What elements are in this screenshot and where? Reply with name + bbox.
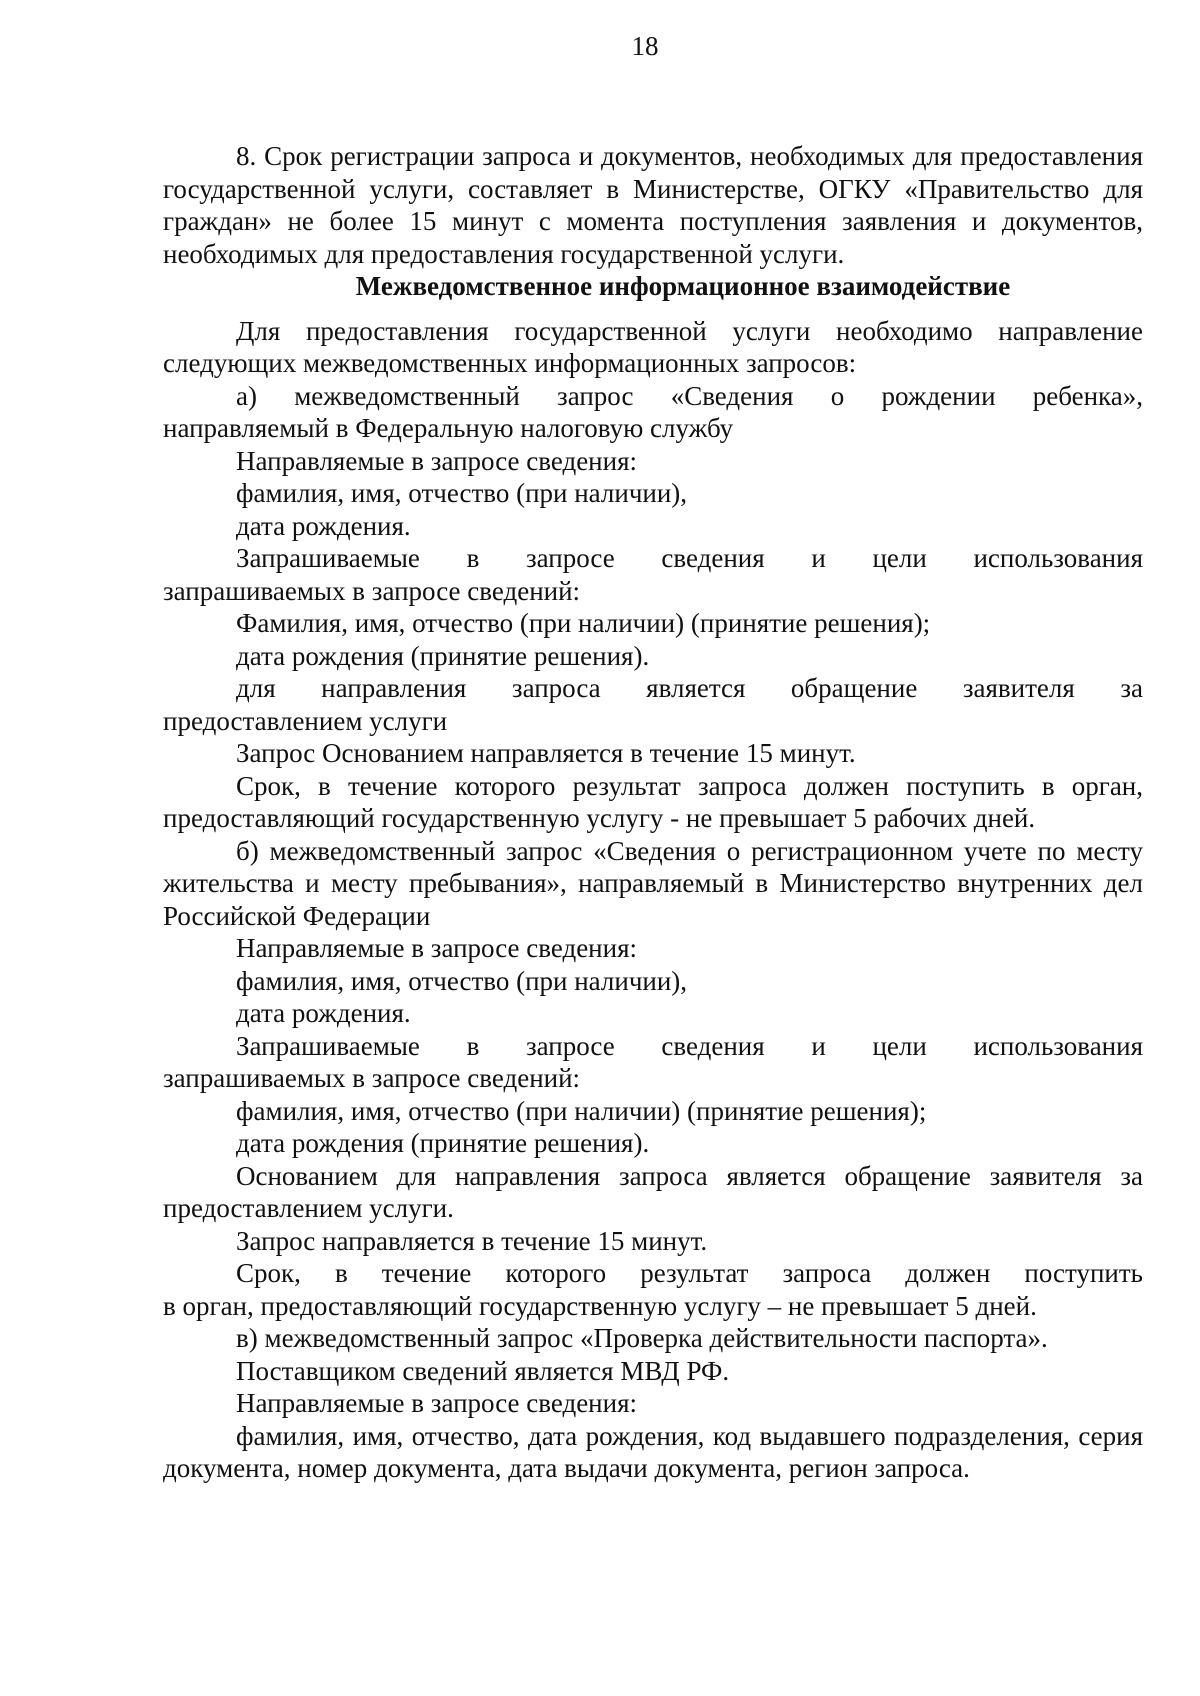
request-a-requested-line1: Запрашиваемые в запросе сведения и цели использования: [236, 543, 1143, 573]
paragraph-interagency-intro: Для предоставления государственной услуги необходимо направление следующих межведомственных информационных запросов:: [163, 315, 1143, 378]
request-b-requested-line1: Запрашиваемые в запросе сведения и цели использования: [236, 1030, 1143, 1061]
request-b-term-line1: Срок, в течение которого результат запроса должен поступить: [236, 1258, 1143, 1288]
request-c-sent-fields: фамилия, имя, отчество, дата рождения, код выдавшего подразделения, серия документа, номер документа, дата выдачи документа, регион запроса.: [163, 1420, 1143, 1483]
section-heading: Межведомственное информационное взаимодействие: [355, 271, 1011, 301]
request-a-requested-dob: дата рождения (принятие решения).: [236, 640, 650, 671]
request-b-requested-dob: дата рождения (принятие решения).: [236, 1128, 650, 1158]
request-b-title: б) межведомственный запрос «Сведения о регистрационном учете по месту жительства и месту пребывания», направляемый в Министерство внутренних дел Российской Федерации: [163, 835, 1143, 931]
request-a-sent-fio: фамилия, имя, отчество (при наличии),: [236, 478, 688, 508]
request-b-basis-line1: Основанием для направления запроса является обращение заявителя за: [236, 1160, 1143, 1191]
request-b-timing: Запрос направляется в течение 15 минут.: [236, 1225, 708, 1256]
request-a-requested-fio: Фамилия, имя, отчество (при наличии) (принятие решения);: [236, 608, 931, 638]
page-number: 18: [631, 31, 659, 61]
request-b-sent-fio: фамилия, имя, отчество (при наличии),: [236, 965, 688, 996]
request-a-sent-dob: дата рождения.: [236, 510, 411, 541]
request-c-title: в) межведомственный запрос «Проверка действительности паспорта».: [236, 1323, 1048, 1353]
request-b-requested-line2: запрашиваемых в запросе сведений:: [163, 1063, 581, 1093]
request-a-term: Срок, в течение которого результат запроса должен поступить в орган, предоставляющий государственную услугу - не превышает 5 рабочих дней.: [163, 770, 1143, 833]
request-a-sent-label: Направляемые в запросе сведения:: [236, 445, 637, 476]
request-c-sent-label: Направляемые в запросе сведения:: [236, 1388, 637, 1418]
request-b-term-line2: в орган, предоставляющий государственную услугу – не превышает 5 дней.: [163, 1290, 1037, 1321]
request-a-title-line1: а) межведомственный запрос «Сведения о рождении ребенка»,: [236, 380, 1143, 411]
paragraph-registration-term: 8. Срок регистрации запроса и документов, необходимых для предоставления государственной услуги, составляет в Министерстве, ОГКУ «Правительство для граждан» не более 15 минут с момента поступления заявления и документов, необходимых для предоставления государственной услуги.: [163, 141, 1143, 269]
request-b-sent-label: Направляемые в запросе сведения:: [236, 933, 637, 963]
request-a-timing: Запрос Основанием направляется в течение 15 минут.: [236, 738, 856, 768]
request-a-basis-line2: предоставлением услуги: [163, 705, 448, 736]
request-b-requested-fio: фамилия, имя, отчество (при наличии) (принятие решения);: [236, 1095, 927, 1126]
request-c-provider: Поставщиком сведений является МВД РФ.: [236, 1355, 730, 1386]
request-b-basis-line2: предоставлением услуги.: [163, 1193, 454, 1223]
request-b-sent-dob: дата рождения.: [236, 998, 411, 1028]
request-a-title-line2: направляемый в Федеральную налоговую службу: [163, 413, 734, 443]
document-body: [163, 140, 1143, 1485]
request-a-requested-line2: запрашиваемых в запросе сведений:: [163, 575, 581, 606]
request-a-basis-line1: для направления запроса является обращение заявителя за: [236, 673, 1143, 703]
